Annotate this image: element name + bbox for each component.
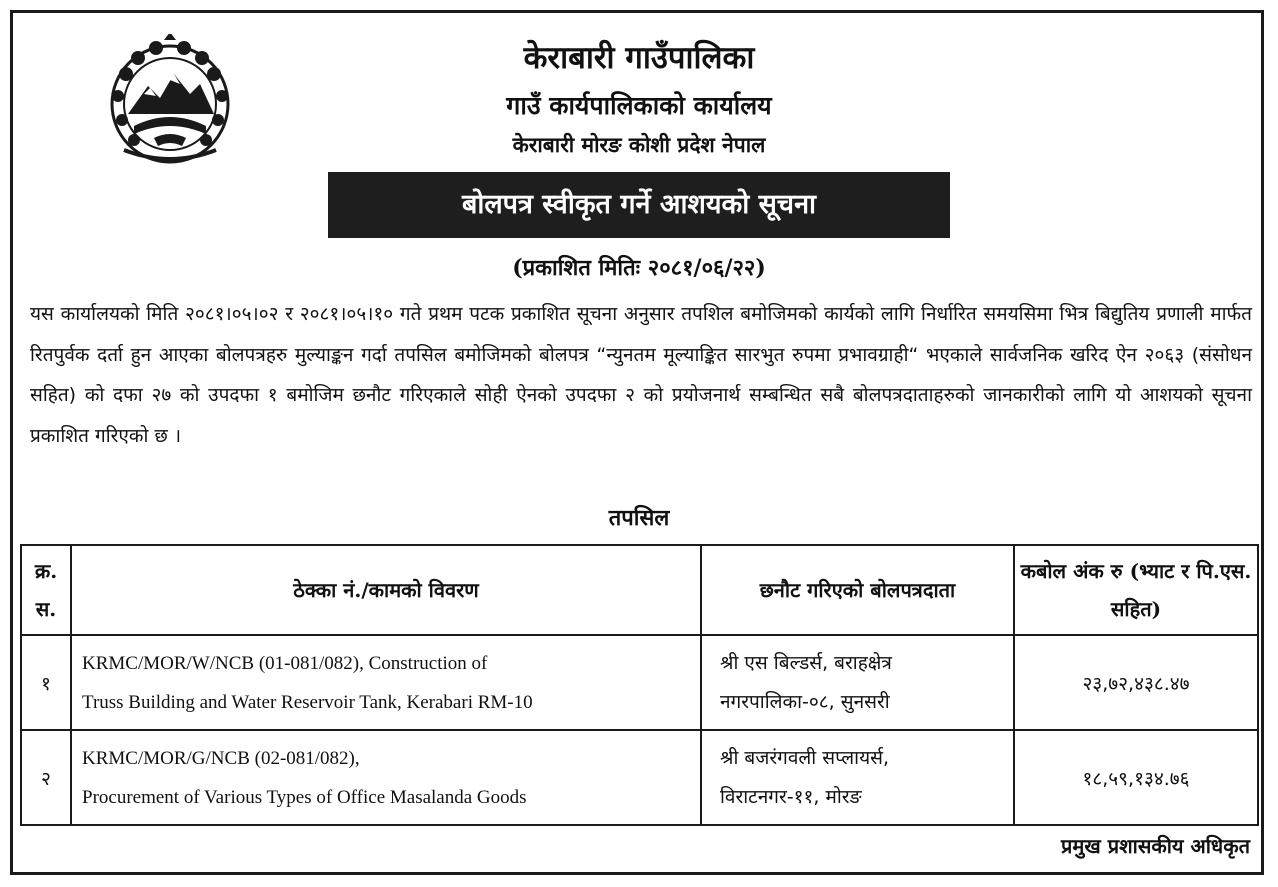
row-bidder	[701, 635, 1014, 730]
row-sn: १	[21, 635, 71, 730]
col-header-description: ठेक्का नं./कामको विवरण	[71, 545, 701, 635]
notice-paragraph: यस कार्यालयको मिति २०८१।०५।०२ र २०८१।०५।१० गते प्रथम पटक प्रकाशित सूचना अनुसार तपशिल बमोजिमको कार्यको लागि निर्धारित समयसिमा भित्र बिद्युतिय प्रणाली मार्फत रितपुर्वक दर्ता हुन आएका बोलपत्रहरु मुल्याङ्कन गर्दा तपसिल बमोजिमको बोलपत्र “न्युनतम मूल्याङ्कित सारभुत रुपमा प्रभावग्राही“ भएकाले सार्वजनिक खरिद ऐन २०६३ (संसोधन सहित) को दफा २७ को उपदफा १ बमोजिम छनौट गरिएकाले सोही ऐनको उपदफा २ को प्रयोजनार्थ सम्बन्धित सबै बोलपत्रदाताहरुको जानकारीको लागि यो आशयको सूचना प्रकाशित गरिएको छ ।	[30, 303, 1252, 447]
table-row	[21, 635, 1258, 730]
row-description-line: KRMC/MOR/W/NCB (01-081/082), Construction of	[82, 652, 488, 674]
row-amount: १८,५९,१३४.७६	[1014, 730, 1258, 825]
table-header-row	[21, 545, 1258, 635]
col-header-amount: कबोल अंक रु (भ्याट र पि.एस. सहित)	[1014, 545, 1258, 635]
row-description-line: Truss Building and Water Reservoir Tank, Kerabari RM-10	[82, 691, 533, 713]
col-header-bidder: छनौट गरिएको बोलपत्रदाता	[701, 545, 1014, 635]
published-date: (प्रकाशित मितिः २०८१/०६/२२)	[512, 255, 766, 281]
row-amount: २३,७२,४३८.४७	[1014, 635, 1258, 730]
office-name: गाउँ कार्यपालिकाको कार्यालय	[506, 91, 772, 120]
row-bidder-line: श्री एस बिल्डर्स, बराहक्षेत्र	[720, 651, 892, 674]
table-row	[21, 730, 1258, 825]
row-description-line: KRMC/MOR/G/NCB (02-081/082),	[82, 747, 360, 769]
awards-table	[20, 544, 1259, 826]
notice-title-banner: बोलपत्र स्वीकृत गर्ने आशयको सूचना	[328, 172, 950, 238]
row-description-line: Procurement of Various Types of Office Masalanda Goods	[82, 786, 527, 808]
row-bidder	[701, 730, 1014, 825]
row-bidder-line: विराटनगर-११, मोरङ	[720, 785, 862, 808]
row-bidder-line: श्री बजरंगवली सप्लायर्स,	[720, 746, 889, 769]
row-description	[71, 635, 701, 730]
office-address: केराबारी मोरङ कोशी प्रदेश नेपाल	[512, 132, 766, 157]
signatory: प्रमुख प्रशासकीय अधिकृत	[1061, 834, 1250, 858]
col-header-sn: क्र. स.	[21, 545, 71, 635]
row-description	[71, 730, 701, 825]
table-heading: तपसिल	[608, 505, 670, 531]
org-name: केराबारी गाउँपालिका	[523, 40, 755, 76]
row-sn: २	[21, 730, 71, 825]
row-bidder-line: नगरपालिका-०८, सुनसरी	[720, 690, 890, 713]
